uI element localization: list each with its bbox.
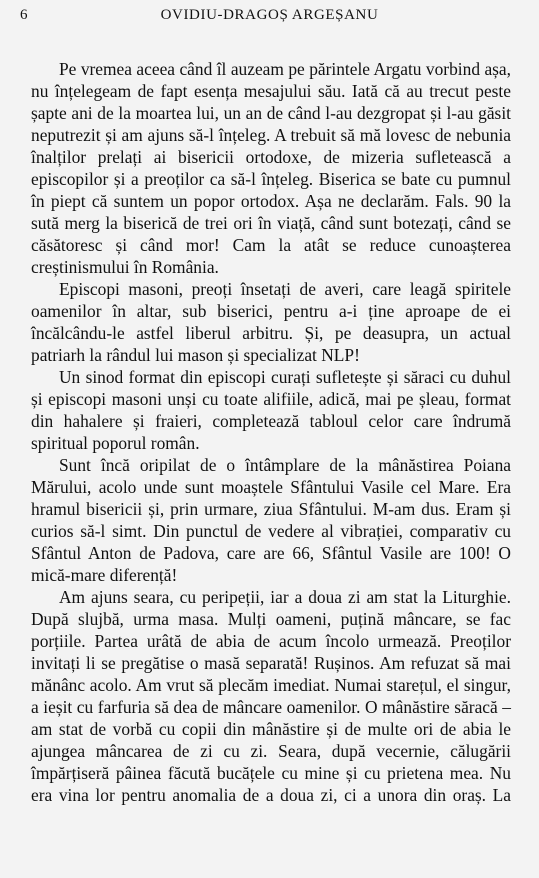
running-title: OVIDIU-DRAGOȘ ARGEȘANU — [160, 7, 379, 23]
paragraph: Sunt încă oripilat de o întâmplare de la mânăstirea Poiana Mărului, acolo unde sunt moaștele Sfântului Vasile cel Mare. Era hramul bisericii și, prin urmare, ziua Sfântului. M-am dus. Eram și curios să-l simt. Din punctul de vedere al vibrației, comparativ cu Sfântul Anton de Padova, care are 66, Sfântul Vasile are 100! O mică-mare diferență! — [31, 455, 511, 585]
page-number: 6 — [20, 7, 28, 23]
paragraph: Episcopi masoni, preoți însetați de averi, care leagă spiritele oamenilor în altar, sub biserici, pentru a-i ține aproape de ei încălcându-le astfel liberul arbitru. Și, pe deasupra, un actual patriarh la rândul lui mason și specializat NLP! — [31, 279, 511, 365]
paragraph: Un sinod format din episcopi curați sufletește și săraci cu duhul și episcopi masoni unși cu toate alifiile, adică, mai pe șleau, format din hahalere și fraieri, completează tabloul celor care îndrumă spiritual poporul român. — [31, 367, 511, 453]
paragraph: Am ajuns seara, cu peripeții, iar a doua zi am stat la Liturghie. După slujbă, urma masa. Mulți oameni, puțină mâncare, se fac porțiile. Partea urâtă de abia de acum încolo urmează. Preoților invitați li se pregătise o masă separată! Rușinos. Am refuzat să mai mănânc acolo. Am vrut să plecăm imediat. Numai starețul, el singur, a ieșit cu farfuria să dea de mâncare oamenilor. O mânăstire săracă – am stat de vorbă cu copii din mânăstire și de multe ori de abia le ajungea mâncarea de zi cu zi. Seara, după vecernie, călugării împărțiseră pâinea făcută bucățele cu mine și cu prietena mea. Nu era vina lor pentru anomalia de a doua zi, ci a unora din oraș. La — [31, 587, 511, 805]
page-header — [20, 7, 499, 31]
paragraph: Pe vremea aceea când îl auzeam pe părintele Argatu vorbind așa, nu înțelegeam de fapt esența mesajului său. Iată că au trecut peste șapte ani de la moartea lui, un an de când l-au dezgropat și l-au găsit neputrezit și am ajuns să-l înțeleg. A trebuit să mă lovesc de nebunia înalților prelați ai bisericii ortodoxe, de mizeria sufletească a episcopilor și a preoților ca să-l înțeleg. Biserica se bate cu pumnul în piept că suntem un popor ortodox. Așa ne declarăm. Fals. 90 la sută merg la biserică de trei ori în viață, când sunt botezați, când se căsătoresc și când mor! Cam la atât se reduce cunoașterea creștinismului în România. — [31, 59, 511, 277]
page-body — [31, 58, 511, 806]
